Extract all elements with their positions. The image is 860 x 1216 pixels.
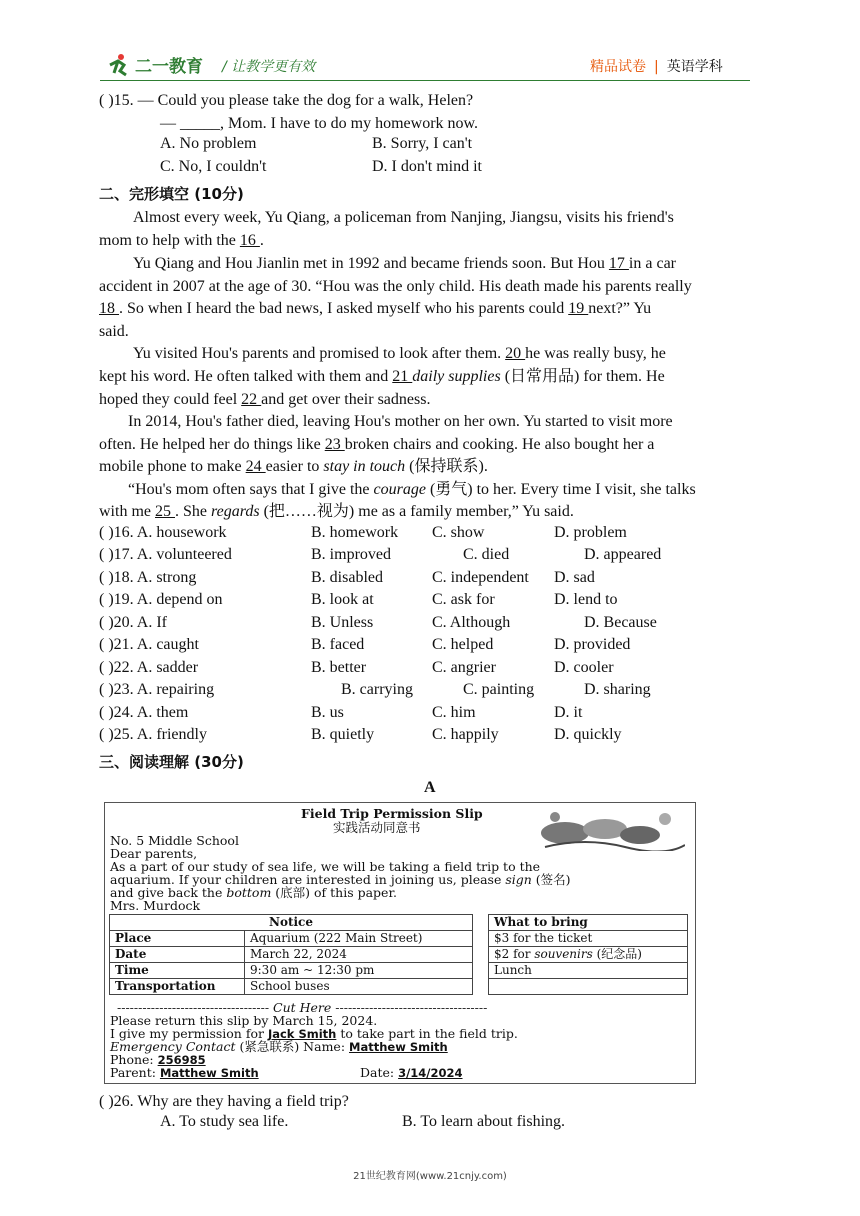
cloze-q24-c: C. him (432, 704, 476, 721)
header-divider (100, 80, 750, 81)
cloze-q19-c: C. ask for (432, 591, 495, 608)
cloze-q23-c: C. painting (463, 681, 535, 698)
table-row (489, 979, 688, 995)
blank-23: 23 (324, 436, 345, 453)
tag-subject: 英语学科 (666, 59, 723, 75)
passage-line: accident in 2007 at the age of 30. “Hou was the only child. His death made his parents really (99, 278, 692, 295)
notice-key: Time (110, 963, 245, 979)
sea-life-illustration-icon (525, 807, 685, 851)
cloze-q18-d: D. sad (554, 569, 595, 586)
logo-text: 二一教育 (135, 57, 203, 77)
table-row (110, 931, 473, 947)
cloze-q20-d: D. Because (584, 614, 657, 631)
bring-item: Lunch (489, 963, 688, 979)
tag-quality-paper: 精品试卷 (590, 59, 646, 75)
cloze-q22: ( )22. A. sadder (99, 659, 199, 676)
cloze-q24-d: D. it (554, 704, 583, 721)
cloze-q18: ( )18. A. strong (99, 569, 197, 586)
page-footer: 21世纪教育网(www.21cnjy.com) (353, 1171, 507, 1182)
phone-number: 256985 (157, 1053, 206, 1067)
cloze-q20-b: B. Unless (311, 614, 374, 631)
slip-title: Field Trip Permission Slip (301, 806, 483, 821)
notice-header: Notice (110, 915, 473, 931)
notice-value: 9:30 am ~ 12:30 pm (245, 963, 473, 979)
blank-16: 16 (239, 232, 260, 249)
slip-body: As a part of our study of sea life, we will be taking a field trip to the (110, 859, 541, 874)
notice-value: School buses (245, 979, 473, 995)
passage-line: In 2014, Hou's father died, leaving Hou's mother on her own. Yu started to visit more (128, 413, 673, 430)
cloze-q16-c: C. show (432, 524, 485, 541)
table-row (489, 947, 688, 963)
blank-20: 20 (505, 345, 526, 362)
q26-option-b: B. To learn about fishing. (402, 1113, 566, 1130)
cloze-q24-b: B. us (311, 704, 344, 721)
section-reading-title: 三、阅读理解 (30分) (99, 753, 244, 771)
slip-emergency-contact: Emergency Contact (紧急联系) Name: Matthew Smith (110, 1039, 448, 1054)
q15-option-d: D. I don't mind it (372, 158, 482, 175)
cloze-q22-c: C. angrier (432, 659, 496, 676)
cloze-q21-b: B. faced (311, 636, 365, 653)
blank-25: 25 (155, 503, 175, 520)
passage-line: mom to help with the 16 . (99, 232, 264, 249)
bring-item: $3 for the ticket (489, 931, 688, 947)
header-tags: 精品试卷 | 英语学科 (590, 59, 723, 75)
cloze-q23: ( )23. A. repairing (99, 681, 215, 698)
cloze-q17-c: C. died (463, 546, 510, 563)
q15-option-a: A. No problem (160, 135, 257, 152)
q15-stem: ( )15. — Could you please take the dog for a walk, Helen? (99, 92, 474, 109)
table-row (110, 947, 473, 963)
student-name: Jack Smith (267, 1027, 337, 1041)
passage-line: often. He helped her do things like 23 broken chairs and cooking. He also bought her a (99, 436, 655, 453)
passage-line: 18 . So when I heard the bad news, I asked myself who his parents could 19 next?” Yu (99, 300, 652, 317)
cloze-q17: ( )17. A. volunteered (99, 546, 232, 563)
cloze-q22-d: D. cooler (554, 659, 614, 676)
q15-reply: — _____, Mom. I have to do my homework now. (160, 115, 479, 132)
cloze-q18-c: C. independent (432, 569, 529, 586)
sign-date: 3/14/2024 (398, 1066, 463, 1080)
notice-value: March 22, 2024 (245, 947, 473, 963)
cloze-q16-d: D. problem (554, 524, 627, 541)
bring-item: $2 for souvenirs (纪念品) (489, 947, 688, 963)
cloze-q19-b: B. look at (311, 591, 374, 608)
q26-option-a: A. To study sea life. (160, 1113, 289, 1130)
q15-option-b: B. Sorry, I can't (372, 135, 473, 152)
cut-here-line: ------------------------------------ Cut Here ------------------------------------ (117, 1000, 488, 1015)
q26-stem: ( )26. Why are they having a field trip? (99, 1093, 349, 1110)
cloze-q22-b: B. better (311, 659, 367, 676)
notice-table (109, 914, 473, 995)
slip-permission: I give my permission for Jack Smith to take part in the field trip. (110, 1026, 518, 1041)
cloze-q25: ( )25. A. friendly (99, 726, 207, 743)
cloze-q21-d: D. provided (554, 636, 631, 653)
cloze-q17-b: B. improved (311, 546, 391, 563)
cloze-q19-d: D. lend to (554, 591, 618, 608)
passage-line: Almost every week, Yu Qiang, a policeman from Nanjing, Jiangsu, visits his friend's (133, 209, 674, 226)
slip-sender: Mrs. Murdock (110, 898, 201, 913)
cloze-q21: ( )21. A. caught (99, 636, 199, 653)
cloze-q20-c: C. Although (432, 614, 511, 631)
slip-greeting: Dear parents, (110, 846, 198, 861)
logo (106, 52, 203, 77)
cloze-q25-d: D. quickly (554, 726, 622, 743)
slip-date: Date: 3/14/2024 (360, 1065, 463, 1080)
notice-key: Date (110, 947, 245, 963)
cloze-q19: ( )19. A. depend on (99, 591, 223, 608)
passage-line: Yu Qiang and Hou Jianlin met in 1992 and became friends soon. But Hou 17 in a car (133, 255, 676, 272)
table-row (110, 963, 473, 979)
passage-line: mobile phone to make 24 easier to stay in touch (保持联系). (99, 458, 488, 475)
cloze-q21-c: C. helped (432, 636, 494, 653)
slip-return-note: Please return this slip by March 15, 2024. (110, 1013, 378, 1028)
runner-logo-icon (106, 53, 132, 77)
blank-19: 19 (568, 300, 589, 317)
slip-parent: Parent: Matthew Smith (110, 1065, 259, 1080)
slogan: / 让教学更有效 (222, 59, 316, 75)
table-row (110, 979, 473, 995)
cloze-q17-d: D. appeared (584, 546, 662, 563)
slip-title-cn: 实践活动同意书 (333, 820, 421, 835)
passage-line: hoped they could feel 22 and get over their sadness. (99, 391, 431, 408)
cloze-q18-b: B. disabled (311, 569, 383, 586)
passage-line: said. (99, 323, 129, 340)
slip-body: and give back the bottom (底部) of this paper. (110, 885, 398, 900)
cloze-q16-b: B. homework (311, 524, 399, 541)
passage-line: kept his word. He often talked with them and 21 daily supplies (日常用品) for them. He (99, 368, 665, 385)
cloze-q23-b: B. carrying (341, 681, 413, 698)
cloze-q25-c: C. happily (432, 726, 499, 743)
passage-line: “Hou's mom often says that I give the courage (勇气) to her. Every time I visit, she talks (128, 481, 696, 498)
notice-key: Transportation (110, 979, 245, 995)
cloze-q20: ( )20. A. If (99, 614, 167, 631)
bring-header: What to bring (489, 915, 688, 931)
permission-slip (104, 802, 696, 1084)
cloze-q24: ( )24. A. them (99, 704, 189, 721)
bring-table (488, 914, 688, 995)
blank-24: 24 (245, 458, 266, 475)
cloze-q23-d: D. sharing (584, 681, 651, 698)
blank-17: 17 (608, 255, 629, 272)
slip-body: aquarium. If your children are interested in joining us, please sign (签名) (110, 872, 571, 887)
q15-option-c: C. No, I couldn't (160, 158, 267, 175)
blank-21: 21 (392, 368, 413, 385)
passage-a-label: A (424, 779, 436, 796)
blank-18: 18 (99, 300, 119, 317)
contact-name: Matthew Smith (349, 1040, 448, 1054)
slip-school: No. 5 Middle School (110, 833, 239, 848)
bring-item-empty (489, 979, 688, 995)
notice-key: Place (110, 931, 245, 947)
notice-value: Aquarium (222 Main Street) (245, 931, 473, 947)
slip-phone: Phone: 256985 (110, 1052, 206, 1067)
table-row (489, 963, 688, 979)
section-cloze-title: 二、完形填空 (10分) (99, 185, 244, 203)
passage-line: Yu visited Hou's parents and promised to look after them. 20 he was really busy, he (133, 345, 666, 362)
passage-line: with me 25 . She regards (把……视为) me as a family member,” Yu said. (99, 503, 574, 520)
cloze-q16: ( )16. A. housework (99, 524, 227, 541)
table-row (489, 931, 688, 947)
parent-name: Matthew Smith (159, 1066, 259, 1080)
cloze-q25-b: B. quietly (311, 726, 375, 743)
blank-22: 22 (241, 391, 262, 408)
